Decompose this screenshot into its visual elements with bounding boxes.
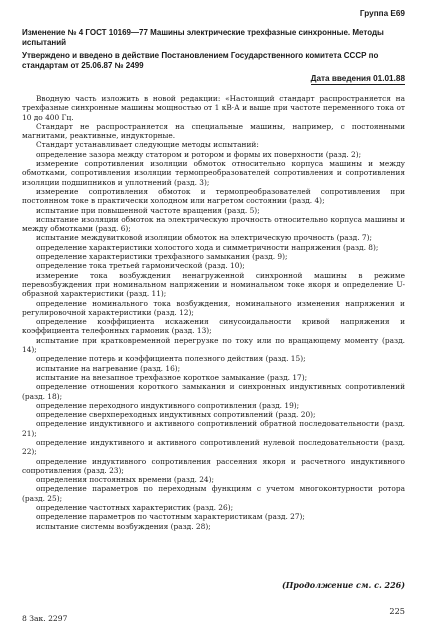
methods-intro: Стандарт устанавливает следующие методы испытаний: — [36, 140, 259, 150]
method-item: испытание изоляции обмоток на электрическую прочность относительно корпуса машины и между обмотками (разд. 6); — [22, 214, 405, 234]
print-order-number: 8 Зак. 2297 — [22, 614, 68, 623]
change-title: Изменение № 4 ГОСТ 10169—77 Машины электрические трехфазные синхронные. Методы испытаний — [22, 28, 384, 47]
document-header — [22, 28, 405, 71]
method-item: определение частотных характеристик (разд. 26); — [36, 503, 234, 513]
method-item: определение отношения короткого замыкания и синхронных индуктивных сопротивлений (разд. 18); — [22, 382, 405, 401]
method-item: определения постоянных времени (разд. 24); — [36, 475, 214, 485]
method-item: определение характеристики трехфазного замыкания (разд. 9); — [36, 252, 288, 262]
method-item: определение характеристики холостого хода и симметричности напряжения (разд. 8); — [36, 242, 379, 252]
method-item: определение зазора между статором и ротором и формы их поверхности (разд. 2); — [36, 149, 362, 159]
method-item: испытание междувитковой изоляции обмоток на электрическую прочность (разд. 7); — [36, 233, 372, 243]
method-item: измерение сопротивления изоляции обмоток относительно корпуса машины и между обмотками, сопротивления изоляции термопреобразователей сопротивления и сопротивления изоляции подшипников и уплотнений (разд. 3); — [22, 159, 405, 187]
method-item: определение параметров по переходным функциям с учетом многоконтурности ротора (разд. 25); — [22, 484, 405, 503]
method-item: определение коэффициента искажения синусоидальности кривой напряжения и коэффициента телефонных гармоник (разд. 13); — [22, 317, 405, 336]
page-number: 225 — [389, 606, 405, 616]
group-code: Группа Е69 — [359, 9, 405, 18]
document-body — [22, 94, 405, 531]
method-item: определение тока третьей гармонической (разд. 10); — [36, 261, 245, 271]
method-item: испытание на внезапное трехфазное короткое замыкание (разд. 17); — [36, 372, 308, 382]
method-item: определение индуктивного и активного сопротивлений нулевой последовательности (разд. 22); — [22, 437, 405, 457]
method-item: определение номинального тока возбуждения, номинального изменения напряжения и регулировочной характеристики (разд. 12); — [22, 298, 405, 317]
continuation-note: (Продолжение см. с. 226) — [281, 580, 405, 590]
method-item: испытание при кратковременной перегрузке по току или по вращающему моменту (разд. 14); — [22, 335, 405, 355]
method-item: определение индуктивного сопротивления рассеяния якоря и расчетного индуктивного сопротивления (разд. 23); — [22, 456, 405, 475]
method-item: определение индуктивного и активного сопротивлений обратной последовательности (разд. 21); — [22, 419, 405, 438]
introduction-date: Дата введения 01.01.88 — [310, 74, 405, 83]
approval-statement: Утверждено и введено в действие Постановлением Государственного комитета СССР по стандартам от 25.06.87 № 2499 — [22, 51, 379, 70]
method-item: измерение сопротивления обмоток и термопреобразователей сопротивления при постоянном токе в практически холодном или нагретом состоянии (разд. 4); — [22, 186, 405, 206]
method-item: измерение тока возбуждения ненагруженной синхронной машины в режиме перевозбуждения при номинальном напряжении и номинальном токе якоря и определение U-образной характеристики (разд. 11); — [22, 270, 405, 299]
method-item: испытание системы возбуждения (разд. 28); — [36, 521, 211, 531]
method-item: определение переходного индуктивного сопротивления (разд. 19); — [36, 400, 300, 410]
method-item: определение параметров по частотным характеристикам (разд. 27); — [36, 512, 305, 522]
method-item: определение потерь и коэффициента полезного действия (разд. 15); — [36, 354, 306, 364]
scope-exclusion-paragraph: Стандарт не распространяется на специальные машины, например, с постоянными магнитами, реактивные, индукторные. — [22, 121, 405, 141]
method-item: определение сверхпереходных индуктивных сопротивлений (разд. 20); — [36, 410, 316, 420]
intro-paragraph: Вводную часть изложить в новой редакции: «Настоящий стандарт распространяется на трехфазные синхронные машины мощностью от 1 кВ·А и выше при частоте переменного тока от 10 до 400 Гц. — [22, 94, 405, 122]
method-item: испытание на нагревание (разд. 16); — [36, 363, 181, 373]
method-item: испытание при повышенной частоте вращения (разд. 5); — [36, 205, 260, 215]
